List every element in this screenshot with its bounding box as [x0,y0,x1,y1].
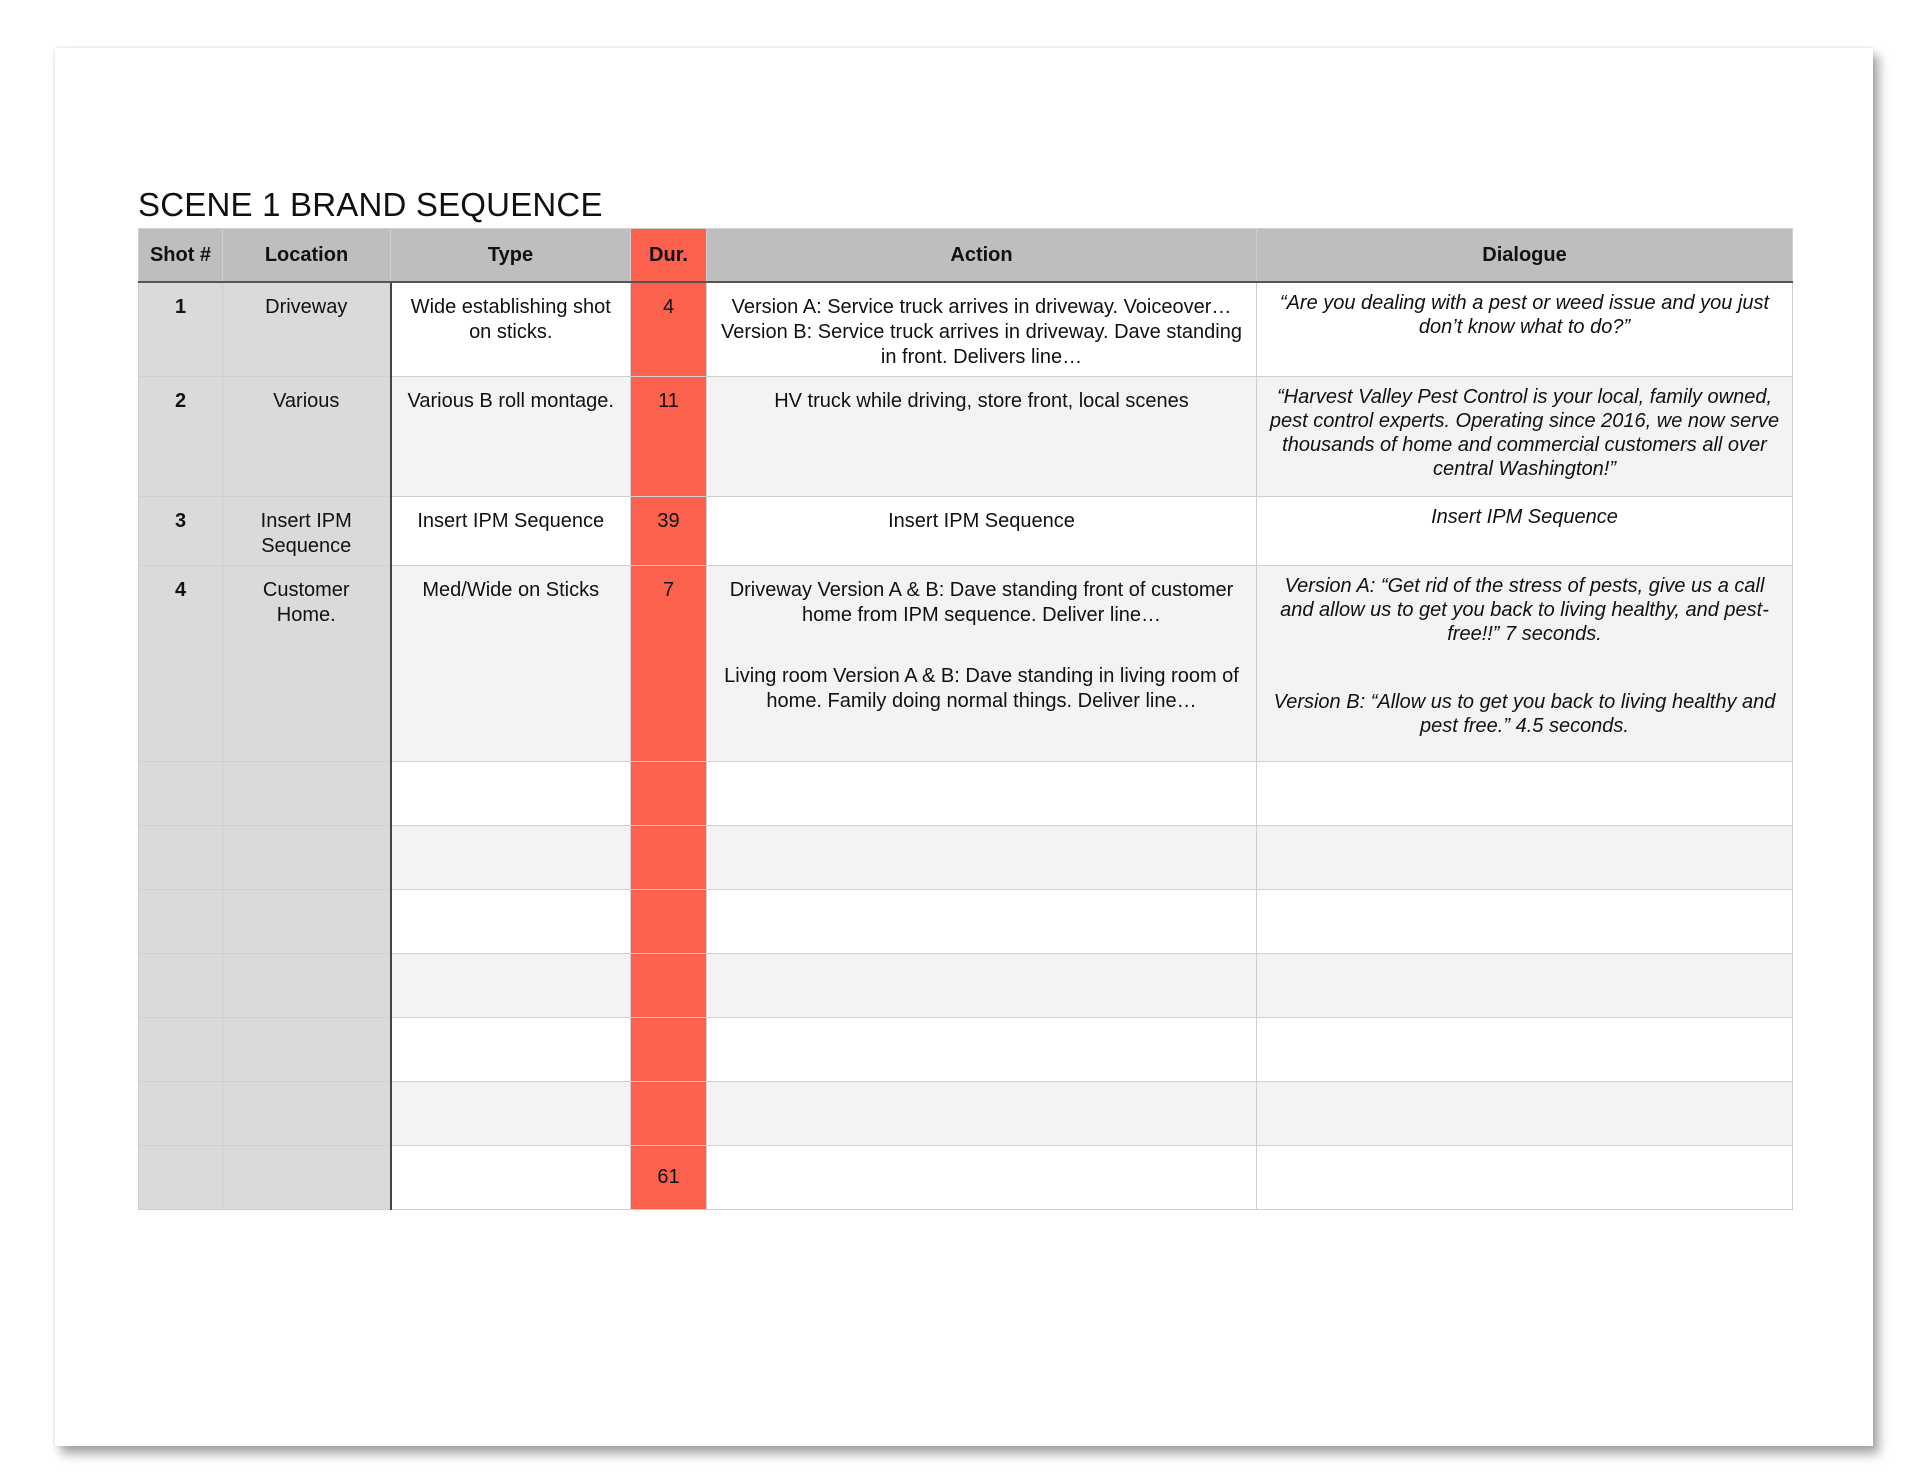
total-row [139,1145,1793,1209]
cell-type: Insert IPM Sequence [391,496,631,565]
dialogue-text-version-b: Version B: “Allow us to get you back to living healthy and pest free.” 4.5 seconds. [1273,690,1776,737]
cell-shot: 3 [139,496,223,565]
cell-duration: 4 [631,282,707,376]
shot-list-table [138,228,1793,1210]
dialogue-text-version-a: Version A: “Get rid of the stress of pests, give us a call and allow us to get you back to living healthy, and pest-free!!” 7 seconds. [1280,574,1769,645]
cell-action: Insert IPM Sequence [707,496,1257,565]
cell-type: Wide establishing shot on sticks. [391,282,631,376]
header-row [139,229,1793,283]
table-row-empty [139,953,1793,1017]
cell-location: Driveway [223,282,391,376]
cell-dialogue [1257,565,1793,761]
cell-action: Version A: Service truck arrives in driveway. Voiceover… Version B: Service truck arrives in driveway. Dave standing in front. Delivers line… [707,282,1257,376]
cell-dialogue: “Harvest Valley Pest Control is your local, family owned, pest control experts. Operating since 2016, we now serve thousands of home and commercial customers all over central Washington!” [1257,376,1793,496]
cell-type: Med/Wide on Sticks [391,565,631,761]
cell-action: HV truck while driving, store front, local scenes [707,376,1257,496]
table-row-empty [139,825,1793,889]
cell-location: Insert IPM Sequence [223,496,391,565]
cell-type: Various B roll montage. [391,376,631,496]
header-location: Location [223,229,391,283]
table-row-empty [139,889,1793,953]
cell-duration: 7 [631,565,707,761]
action-text-living-room: Living room Version A & B: Dave standing in living room of home. Family doing normal things. Deliver line… [724,664,1239,712]
cell-shot: 2 [139,376,223,496]
table-row [139,282,1793,376]
table-row [139,376,1793,496]
header-type: Type [391,229,631,283]
cell-dialogue: “Are you dealing with a pest or weed issue and you just don’t know what to do?” [1257,282,1793,376]
total-duration: 61 [631,1145,707,1209]
table-row [139,496,1793,565]
cell-location: Various [223,376,391,496]
table-row-empty [139,1081,1793,1145]
page-title: SCENE 1 BRAND SEQUENCE [138,186,603,223]
header-duration: Dur. [631,229,707,283]
cell-shot: 1 [139,282,223,376]
cell-shot: 4 [139,565,223,761]
table-row-empty [139,1017,1793,1081]
header-action: Action [707,229,1257,283]
cell-location: Customer Home. [223,565,391,761]
header-shot: Shot # [139,229,223,283]
cell-dialogue: Insert IPM Sequence [1257,496,1793,565]
header-dialogue: Dialogue [1257,229,1793,283]
cell-duration: 39 [631,496,707,565]
table-row-empty [139,761,1793,825]
cell-duration: 11 [631,376,707,496]
action-text-driveway: Driveway Version A & B: Dave standing front of customer home from IPM sequence. Deliver line… [729,578,1234,626]
cell-action [707,565,1257,761]
table-row [139,565,1793,761]
